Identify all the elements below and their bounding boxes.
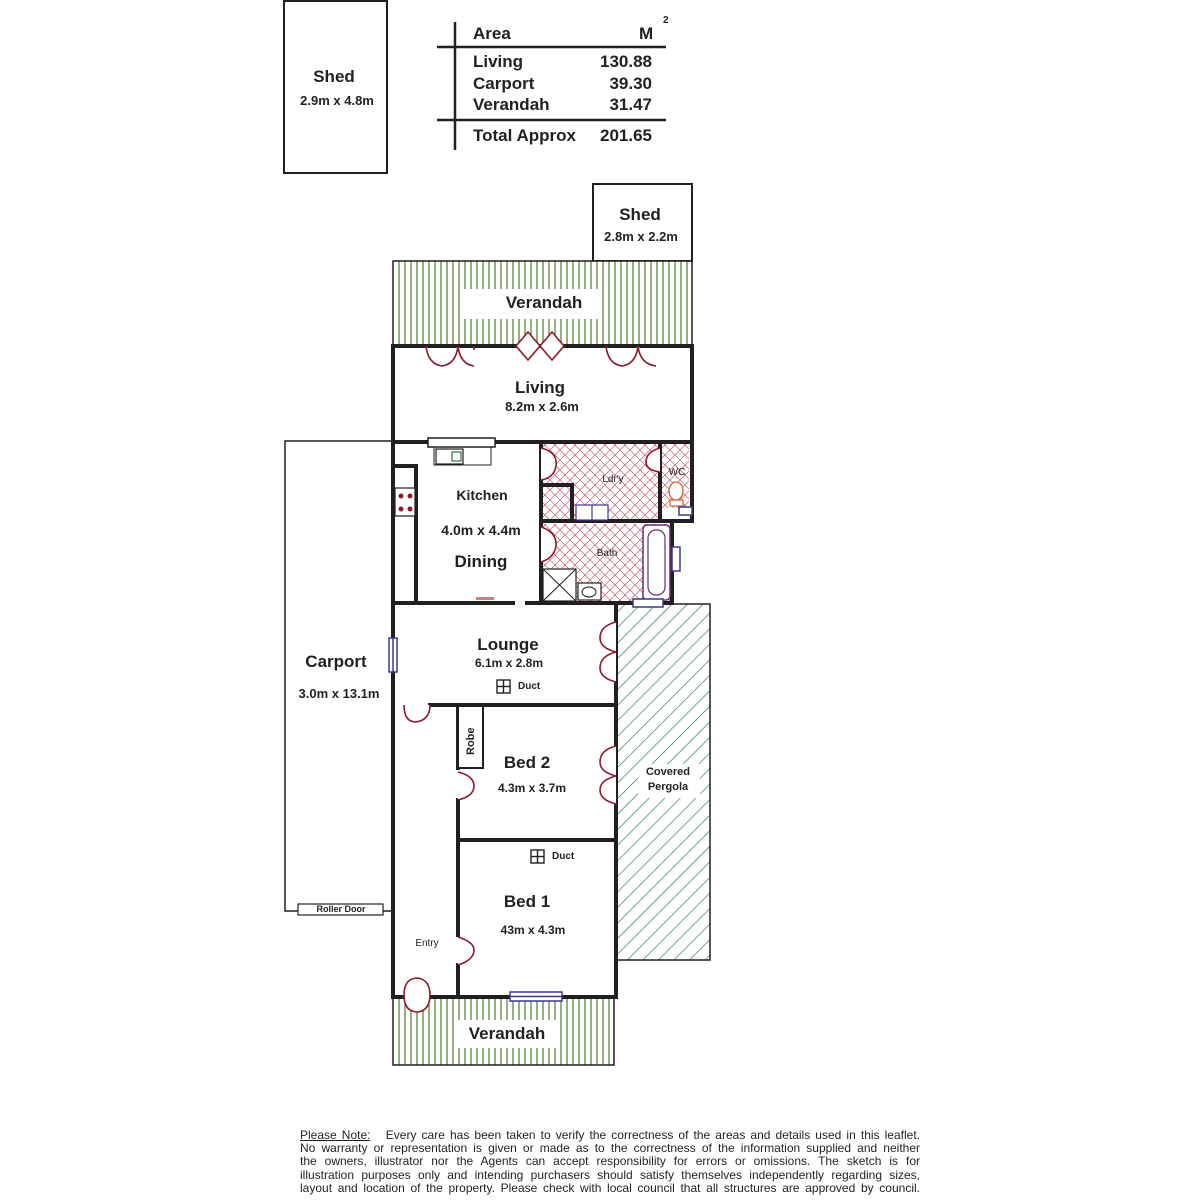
window-bath (672, 547, 680, 571)
window-bath-bottom (633, 599, 663, 607)
note-heading: Please Note: (300, 1128, 371, 1142)
bath-label: Bath (596, 548, 618, 559)
note-line-5: layout and location of the property. Please check with local council that all structures are approved by council. (300, 1180, 920, 1195)
living-dims: 8.2m x 2.6m (505, 399, 579, 414)
area-total-label: Total Approx (473, 126, 576, 145)
entry-label: Entry (415, 938, 439, 949)
door-hall (404, 705, 430, 722)
door-lounge-right (600, 622, 616, 682)
sliding-door-dining (476, 597, 494, 600)
shed-large-outline (284, 1, 387, 173)
verandah-front-label: Verandah (468, 1024, 546, 1043)
area-row-value: 130.88 (600, 52, 652, 71)
kitchen-dims: 4.0m x 4.4m (441, 522, 521, 538)
roller-door-label: Roller Door (316, 904, 366, 914)
area-row-label: Living (473, 52, 524, 71)
area-total-value: 201.65 (600, 126, 652, 145)
lounge-label: Lounge (477, 635, 539, 654)
door-bed2 (458, 772, 474, 800)
area-row-value: 31.47 (609, 95, 652, 114)
carport-label: Carport (305, 652, 367, 671)
wc-label: WC (668, 467, 686, 478)
disclaimer-note (300, 1129, 920, 1195)
door-bed2-right (600, 746, 616, 804)
duct-lounge-label: Duct (518, 681, 541, 692)
area-header-unit-sup: 2 (663, 15, 669, 26)
door-entry (404, 978, 430, 1012)
area-row-label: Carport (473, 74, 535, 93)
laundry-label: Ldr'y (602, 474, 624, 485)
note-line-2: No warranty or representation is given or made as to the correctness of the information supplied and neither (300, 1141, 920, 1156)
shed-small-label: Shed (619, 205, 661, 224)
area-row-value: 39.30 (609, 74, 652, 93)
shed-large-label: Shed (313, 67, 355, 86)
cooktop (395, 488, 415, 516)
area-header-label: Area (473, 24, 511, 43)
wc-toilet (669, 482, 683, 500)
bed1-label: Bed 1 (503, 892, 551, 911)
note-text: Every care has been taken to verify the correctness of the areas and details used in this leaflet. (385, 1128, 920, 1142)
note-line-3: the owners, illustrator nor the Agents can accept responsibility for errors or omissions. The sketch is for (300, 1154, 920, 1169)
kitchen-bench-top (428, 438, 495, 447)
bed2-label: Bed 2 (503, 753, 551, 772)
area-row-label: Verandah (473, 95, 550, 114)
door-bed1 (458, 937, 474, 965)
shed-large-dims: 2.9m x 4.8m (300, 93, 374, 108)
robe-label: Robe (465, 727, 477, 755)
area-header-unit: M (639, 24, 654, 43)
door-living-3 (606, 346, 656, 366)
bed2-dims: 4.3m x 3.7m (497, 781, 567, 795)
carport-dims: 3.0m x 13.1m (298, 686, 380, 701)
window-wc (679, 507, 692, 515)
lounge-dims: 6.1m x 2.8m (474, 656, 544, 670)
duct-bed1-label: Duct (552, 851, 575, 862)
bath-tub (643, 525, 670, 600)
living-label: Living (514, 378, 566, 397)
door-living-1 (426, 346, 474, 366)
verandah-rear-label: Verandah (505, 293, 583, 312)
bed1-dims: 43m x 4.3m (500, 923, 566, 937)
pergola-label-line2: Pergola (647, 781, 689, 793)
shed-small-dims: 2.8m x 2.2m (604, 229, 678, 244)
pergola-label-line1: Covered (645, 766, 691, 778)
note-line-4: illustration purposes only and intending purchasers should satisfy themselves independently regarding sizes, (300, 1167, 920, 1182)
carport-outline (285, 441, 393, 911)
kitchen-label: Kitchen (456, 487, 508, 503)
dining-label: Dining (454, 552, 508, 571)
